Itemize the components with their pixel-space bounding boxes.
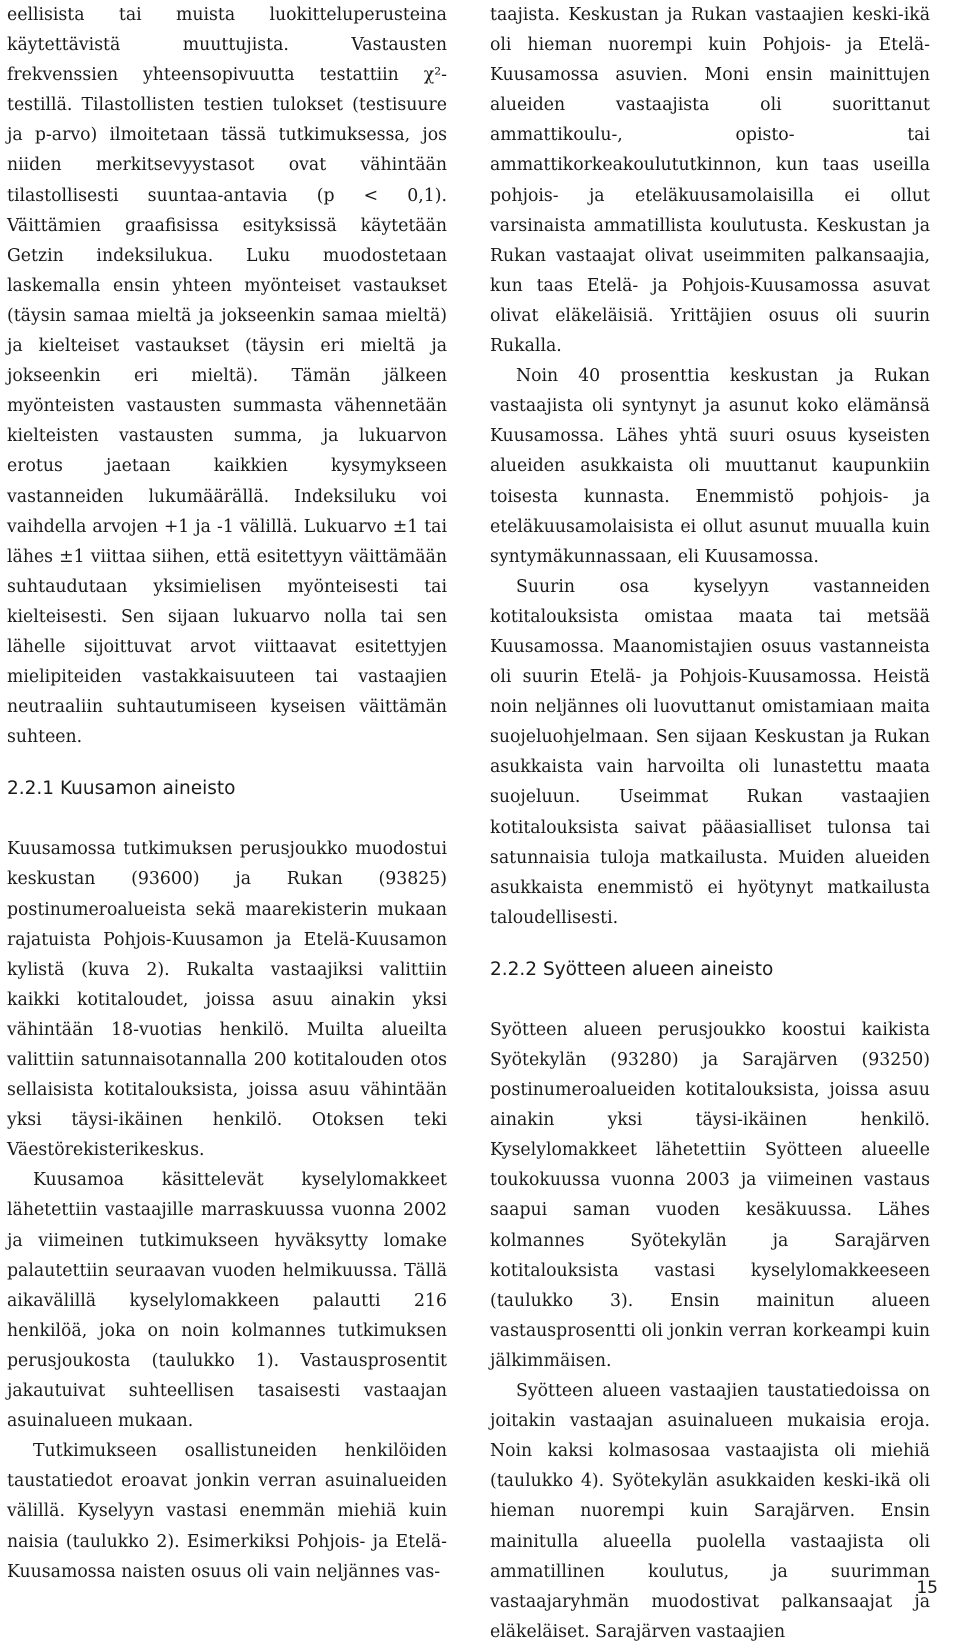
left-paragraph-1: eellisista tai muista luokitteluperusteina käytettävistä muuttujista. Vastausten frekvenssien yhteensopivuutta testattiin χ²-testillä. Tilastollisten testien tulokset (testisuure ja p-arvo) ilmoitetaan tässä tutkimuksessa, jos niiden merkitsevyystasot ovat vähintään tilastollisesti suuntaa-antavia (p < 0,1). Väittämien graafisissa esityksissä käytetään Getzin indeksilukua. Luku muodostetaan laskemalla ensin yhteen myönteiset vastaukset (täysin samaa mieltä ja jokseenkin samaa mieltä) ja kielteiset vastaukset (täysin eri mieltä ja jokseenkin eri mieltä). Tämän jälkeen myönteisten vastausten summasta vähennetään kielteisten vastausten summa, ja lukuarvon erotus jaetaan kaikkien kysymykseen vastanneiden lukumäärällä. Indeksiluku voi vaihdella arvojen +1 ja -1 välillä. Lukuarvo ±1 tai lähes ±1 viittaa siihen, että esitettyyn väittämään suhtaudutaan yksimielisen myönteisesti tai kielteisesti. Sen sijaan lukuarvo nolla tai sen lähelle sijoittuvat arvot viittaavat esitettyjen mielipiteiden vastakkaisuuteen tai vastaajien neutraaliin suhtautumiseen kyseisen väittämän suhteen.	[7, 5, 447, 748]
right-paragraph-1: taajista. Keskustan ja Rukan vastaajien keski-ikä oli hieman nuorempi kuin Pohjois- ja Etelä-Kuusamossa asuvien. Moni ensin mainittujen alueiden vastaajista oli suorittanut ammattikoulu-, opisto- tai ammattikorkeakoulututkinnon, kun taas useilla pohjois- ja eteläkuusamolaisilla ei ollut varsinaista ammatillista koulutusta. Keskustan ja Rukan vastaajat olivat useimmiten palkansaajia, kun taas Etelä- ja Pohjois-Kuusamossa asuvat olivat eläkeläisiä. Yrittäjien osuus oli suurin Rukalla.	[490, 5, 930, 357]
right-paragraph-4: Syötteen alueen perusjoukko koostui kaikista Syötekylän (93280) ja Sarajärven (93250) postinumeroalueiden kotitalouksista, joissa asuu ainakin yksi täysi-ikäinen henkilö. Kyselylomakkeet lähetettiin Syötteen alueelle toukokuussa vuonna 2003 ja viimeinen vastaus saapui saman vuoden kesäkuussa. Lähes kolmannes Syötekylän ja Sarajärven kotitalouksista vastasi kyselylomakkeeseen (taulukko 3). Ensin mainitun alueen vastausprosentti oli jonkin verran korkeampi kuin jälkimmäisen.	[490, 1019, 930, 1371]
right-column	[490, 0, 930, 1647]
right-paragraph-2: Noin 40 prosenttia keskustan ja Rukan vastaajista oli syntynyt ja asunut koko elämänsä Kuusamossa. Lähes yhtä suuri osuus kyseisten alueiden asukkaista oli muuttanut kaupunkiin toisesta kunnasta. Enemmistö pohjois- ja eteläkuusamolaisista ei ollut asunut muualla kuin syntymäkunnassaan, eli Kuusamossa.	[490, 366, 930, 567]
section-heading-syote: 2.2.2 Syötteen alueen aineisto	[490, 958, 774, 980]
section-heading-kuusamo: 2.2.1 Kuusamon aineisto	[7, 778, 236, 800]
left-column	[7, 0, 447, 1587]
right-paragraph-3: Suurin osa kyselyyn vastanneiden kotitalouksista omistaa maata tai metsää Kuusamossa. Maanomistajien osuus vastanneista oli suurin Etelä- ja Pohjois-Kuusamossa. Heistä noin neljännes oli luovuttanut omistamiaan maita suojeluohjelmaan. Sen sijaan Keskustan ja Rukan asukkaista vain harvoilta oli lunastettu maata suojeluun. Useimmat Rukan vastaajien kotitalouksista saivat pääasialliset tulonsa tai satunnaisia tuloja matkailusta. Muiden alueiden asukkaista enemmistö ei hyötynyt matkailusta taloudellisesti.	[490, 576, 930, 928]
page-number: 15	[916, 1578, 938, 1598]
left-paragraph-3: Kuusamoa käsittelevät kyselylomakkeet lähetettiin vastaajille marraskuussa vuonna 2002 ja viimeinen tutkimukseen hyväksytty lomake palautettiin seuraavan vuoden helmikuussa. Tällä aikavälillä kyselylomakkeen palautti 216 henkilöä, joka on noin kolmannes tutkimuksen perusjoukosta (taulukko 1). Vastausprosentit jakautuivat suhteellisen tasaisesti vastaajan asuinalueen mukaan.	[7, 1170, 447, 1432]
left-paragraph-4: Tutkimukseen osallistuneiden henkilöiden taustatiedot eroavat jonkin verran asuinalueiden välillä. Kyselyyn vastasi enemmän miehiä kuin naisia (taulukko 2). Esimerkiksi Pohjois- ja Etelä-Kuusamossa naisten osuus oli vain neljännes vas-	[7, 1441, 447, 1582]
left-paragraph-2: Kuusamossa tutkimuksen perusjoukko muodostui keskustan (93600) ja Rukan (93825) postinumeroalueista sekä maarekisterin mukaan rajatuista Pohjois-Kuusamon ja Etelä-Kuusamon kylistä (kuva 2). Rukalta vastaajiksi valittiin kaikki kotitaloudet, joissa asuu ainakin yksi vähintään 18-vuotias henkilö. Muilta alueilta valittiin satunnaisotannalla 200 kotitalouden otos sellaisista kotitalouksista, joissa asuu vähintään yksi täysi-ikäinen henkilö. Otoksen teki Väestörekisterikeskus.	[7, 839, 447, 1161]
right-paragraph-5: Syötteen alueen vastaajien taustatiedoissa on joitakin vastaajan asuinalueen mukaisia eroja. Noin kaksi kolmasosaa vastaajista oli miehiä (taulukko 4). Syötekylän asukkaiden keski-ikä oli hieman nuorempi kuin Sarajärven. Ensin mainitulla alueella puolella vastaajista oli ammatillinen koulutus, ja suurimman vastaajaryhmän muodostivat palkansaajat ja eläkeläiset. Sarajärven vastaajien	[490, 1381, 930, 1642]
